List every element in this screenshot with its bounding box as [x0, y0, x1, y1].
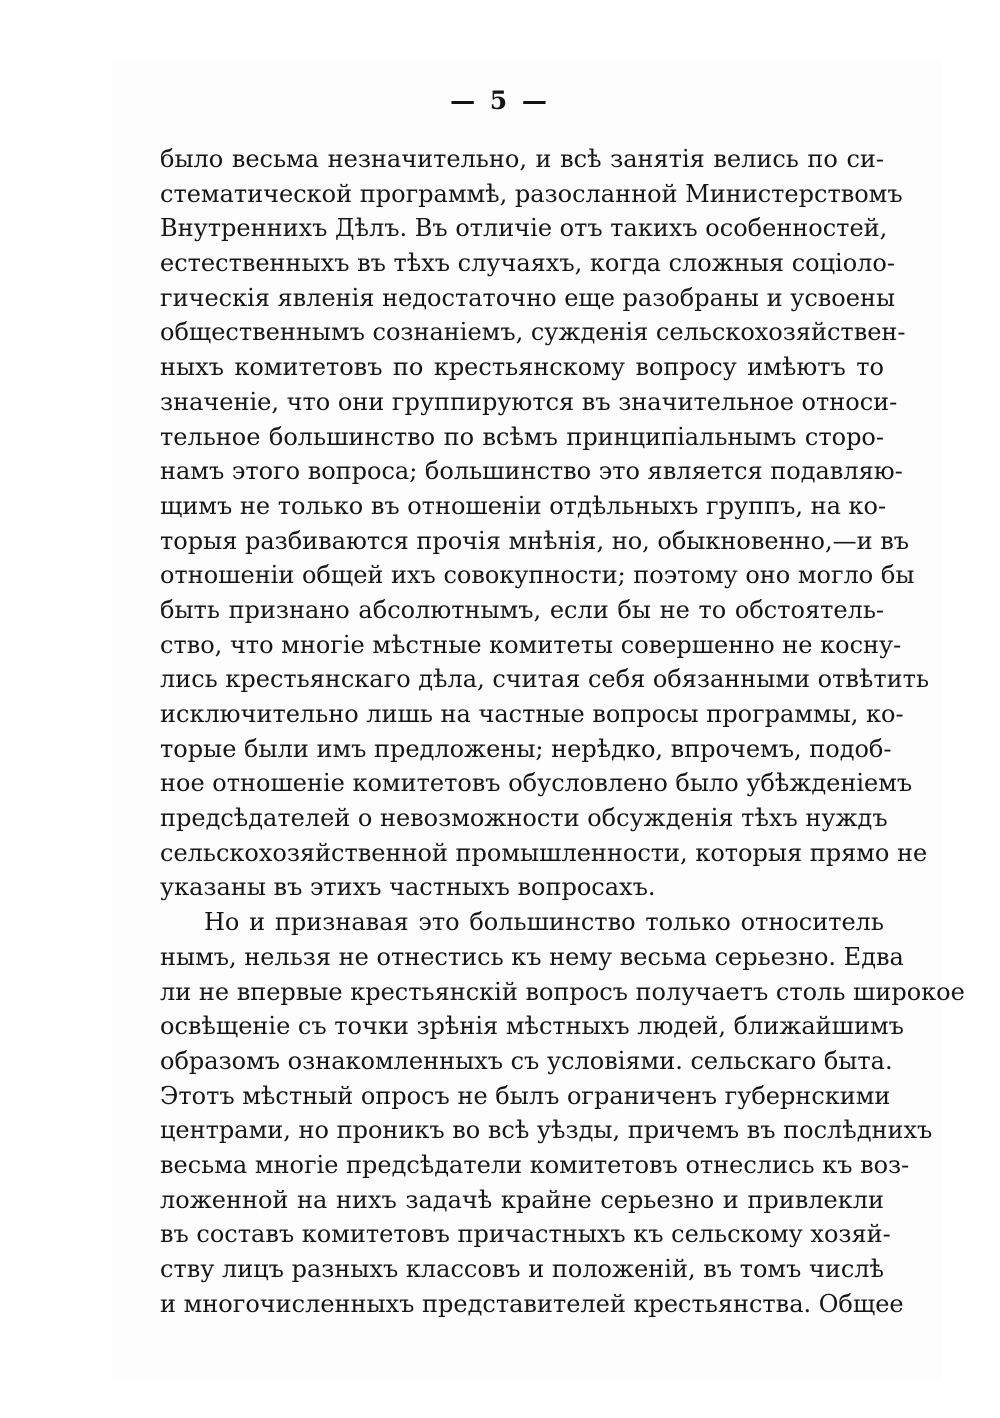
text-line: ныхъ комитетовъ по крестьянскому вопросу имѣютъ то	[160, 353, 884, 382]
text-line: ложенной на нихъ задачѣ крайне серьезно и привлекли	[160, 1185, 884, 1214]
text-line: и многочисленныхъ представителей крестьянства. Общее	[160, 1289, 904, 1318]
text-line: образомъ ознакомленныхъ съ условіями. сельскаго быта.	[160, 1046, 893, 1075]
text-line: тельное большинство по всѣмъ принципіальнымъ сторо-	[160, 422, 884, 451]
text-line: Этотъ мѣстный опросъ не былъ ограниченъ губернскими	[160, 1081, 891, 1110]
text-line: ли не впервые крестьянскій вопросъ получаетъ столь широкое	[160, 977, 965, 1006]
text-line: ство, что многіе мѣстные комитеты совершенно не косну-	[160, 630, 902, 659]
paragraph-last-line: указаны въ этихъ частныхъ вопросахъ.	[160, 873, 656, 902]
body-text	[160, 142, 965, 1321]
text-line: естественныхъ въ тѣхъ случаяхъ, когда сложныя соціоло-	[160, 249, 895, 278]
text-line: отношеніи общей ихъ совокупности; поэтому оно могло бы	[160, 561, 915, 590]
page-number: — 5 —	[450, 86, 550, 115]
text-line: гическія явленія недостаточно еще разобраны и усвоены	[160, 283, 896, 312]
paragraph-first-line: Но и признавая это большинство только относитель	[204, 908, 884, 937]
text-line: стематической программѣ, разосланной Министерствомъ	[160, 179, 903, 208]
text-line: общественнымъ сознаніемъ, сужденія сельскохозяйствен-	[160, 318, 906, 347]
text-line: весьма многіе предсѣдатели комитетовъ отнеслись къ воз-	[160, 1150, 910, 1179]
text-line: предсѣдателей о невозможности обсужденія тѣхъ нуждъ	[160, 804, 888, 833]
text-line: центрами, но проникъ во всѣ уѣзды, причемъ въ послѣднихъ	[160, 1116, 933, 1145]
text-line: торые были имъ предложены; нерѣдко, впрочемъ, подоб-	[160, 734, 892, 763]
text-line: лись крестьянскаго дѣла, считая себя обязанными отвѣтить	[160, 665, 930, 694]
text-line: значеніе, что они группируются въ значительное относи-	[160, 387, 898, 416]
text-line: нымъ, нельзя не отнестись къ нему весьма серьезно. Едва	[160, 942, 904, 971]
text-line: въ составъ комитетовъ причастныхъ къ сельскому хозяй-	[160, 1220, 891, 1249]
text-line: ное отношеніе комитетовъ обусловлено было убѣжденіемъ	[160, 769, 913, 798]
text-line: торыя разбиваются прочія мнѣнія, но, обыкновенно,—и въ	[160, 526, 910, 555]
text-line: щимъ не только въ отношеніи отдѣльныхъ группъ, на ко-	[160, 491, 887, 520]
text-line: быть признано абсолютнымъ, если бы не то обстоятель-	[160, 595, 884, 624]
text-line: ству лицъ разныхъ классовъ и положеній, въ томъ числѣ	[160, 1255, 884, 1283]
text-line: Внутреннихъ Дѣлъ. Въ отличіе отъ такихъ особенностей,	[160, 214, 888, 243]
text-line: намъ этого вопроса; большинство это является подавляю-	[160, 457, 903, 486]
text-line: освѣщеніе съ точки зрѣнія мѣстныхъ людей, ближайшимъ	[160, 1012, 904, 1041]
text-line: сельскохозяйственной промышленности, которыя прямо не	[160, 838, 928, 867]
text-line: исключительно лишь на частные вопросы программы, ко-	[160, 700, 904, 728]
text-line: было весьма незначительно, и всѣ занятія велись по си-	[160, 145, 884, 173]
